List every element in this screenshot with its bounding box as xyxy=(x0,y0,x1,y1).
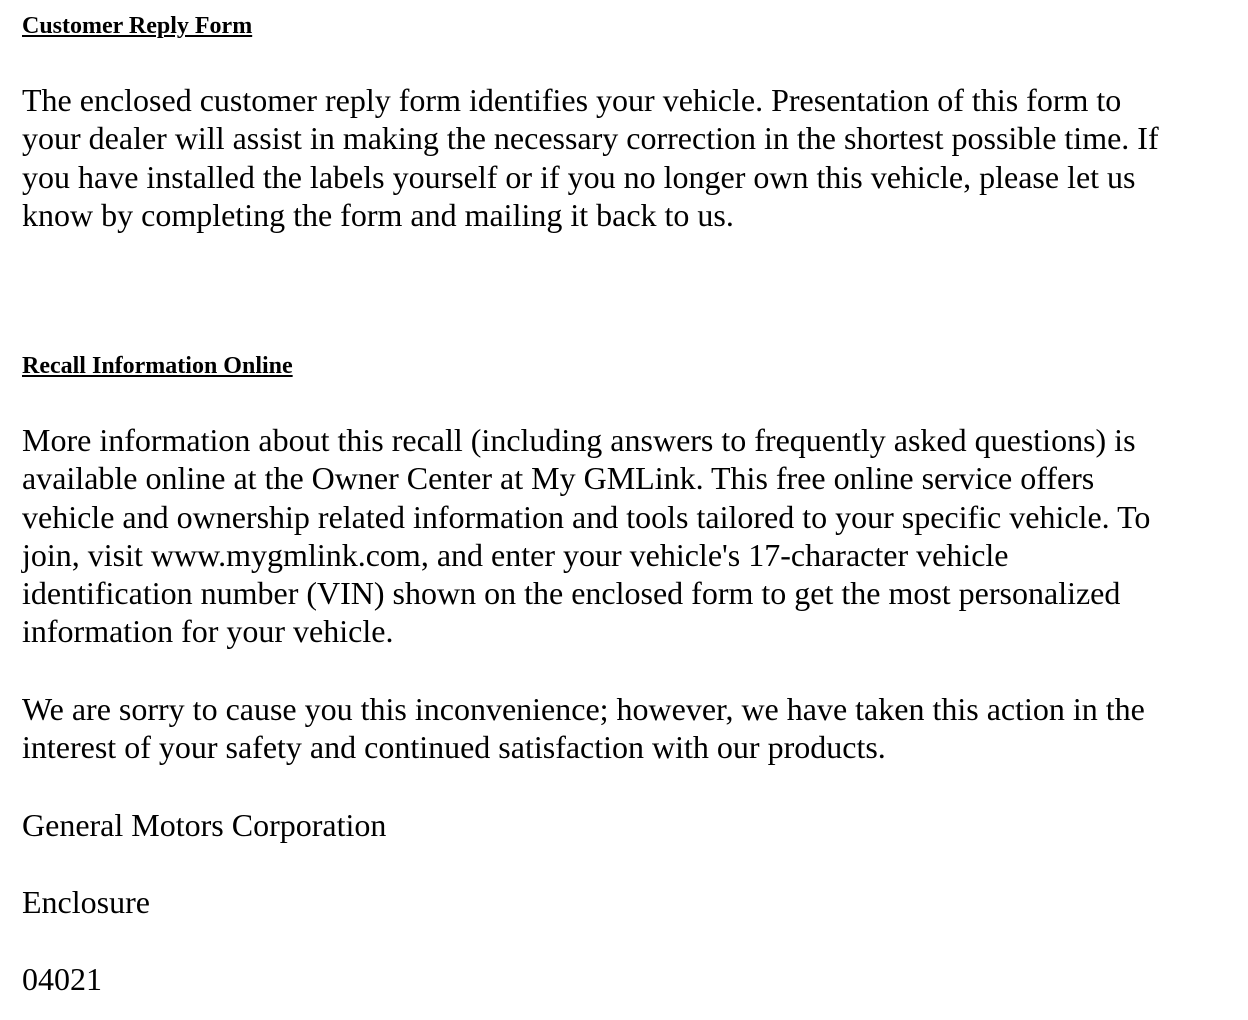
paragraph-line: available online at the Owner Center at My GMLink. This free online service offers xyxy=(22,460,1095,497)
paragraph-line: join, visit www.mygmlink.com, and enter your vehicle's 17-character vehicle xyxy=(22,536,1009,573)
paragraph-line: your dealer will assist in making the necessary correction in the shortest possible time. If xyxy=(22,120,1159,157)
paragraph-line: information for your vehicle. xyxy=(22,613,394,650)
paragraph-line: you have installed the labels yourself or if you no longer own this vehicle, please let us xyxy=(22,158,1136,195)
recall-information-paragraph xyxy=(22,421,1222,651)
paragraph-line: More information about this recall (including answers to frequently asked questions) is xyxy=(22,422,1136,458)
paragraph-line: identification number (VIN) shown on the enclosed form to get the most personalized xyxy=(22,575,1121,612)
signature-line: General Motors Corporation xyxy=(22,807,387,843)
apology-paragraph xyxy=(22,690,1222,767)
customer-reply-form-heading: Customer Reply Form xyxy=(22,13,253,39)
paragraph-line: The enclosed customer reply form identifies your vehicle. Presentation of this form to xyxy=(22,82,1122,118)
document-code: 04021 xyxy=(22,961,102,997)
paragraph-line: We are sorry to cause you this inconvenience; however, we have taken this action in the xyxy=(22,691,1145,727)
customer-reply-form-paragraph xyxy=(22,81,1222,234)
recall-information-online-heading: Recall Information Online xyxy=(22,353,293,379)
paragraph-line: interest of your safety and continued satisfaction with our products. xyxy=(22,729,886,766)
enclosure-line: Enclosure xyxy=(22,884,150,920)
paragraph-line: vehicle and ownership related information and tools tailored to your specific vehicle. To xyxy=(22,498,1151,535)
paragraph-line: know by completing the form and mailing it back to us. xyxy=(22,196,734,233)
